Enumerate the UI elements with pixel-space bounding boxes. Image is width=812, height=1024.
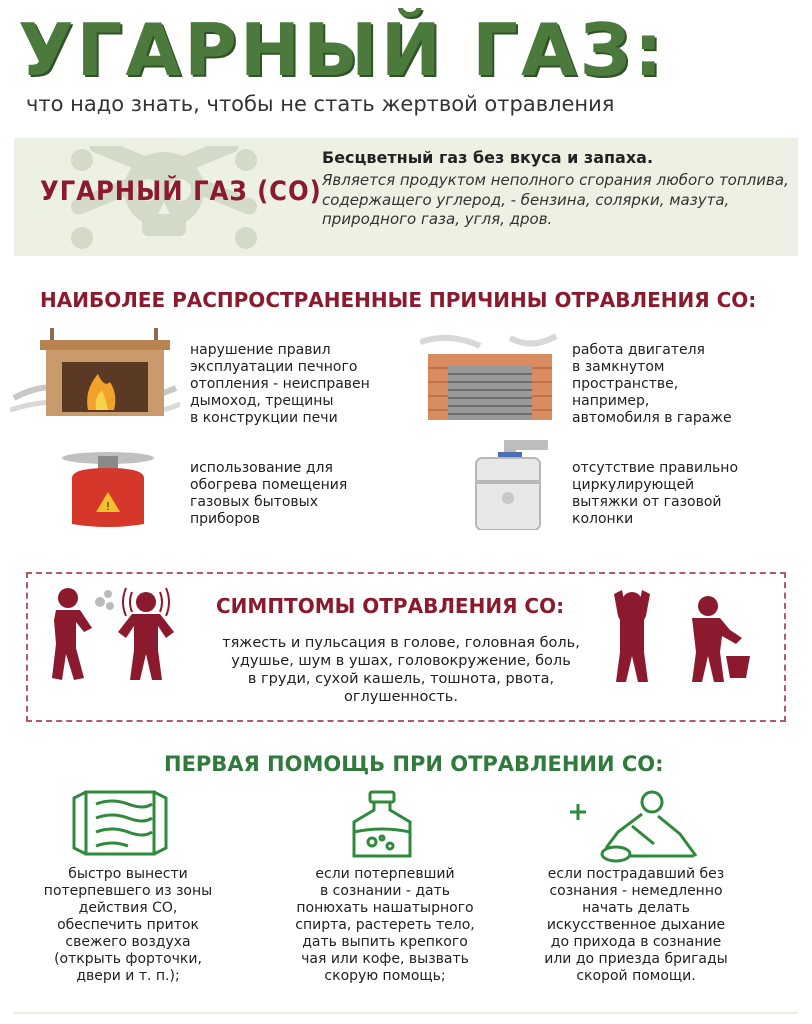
- cause-2-line: например,: [572, 393, 650, 410]
- symptoms-line: оглушенность.: [344, 689, 458, 706]
- co-name: УГАРНЫЙ ГАЗ (СО): [40, 176, 322, 207]
- first-aid-1-line: потерпевшего из зоны: [43, 883, 213, 900]
- cause-2-line: пространстве,: [572, 376, 679, 393]
- page-title: УГАРНЫЙ ГАЗ:: [18, 8, 666, 92]
- headache-vomiting-figures-icon: [604, 586, 754, 686]
- first-aid-1-line: (открыть форточки,: [54, 951, 202, 968]
- cause-2-line: работа двигателя: [572, 342, 705, 358]
- first-aid-2-line: чая или кофе, вызвать: [301, 951, 469, 968]
- cause-1-line: дымоход, трещины: [190, 393, 334, 410]
- first-aid-3-line: искусственное дыхание: [546, 917, 726, 934]
- garage-icon: [420, 332, 560, 424]
- first-aid-heading: ПЕРВАЯ ПОМОЩЬ ПРИ ОТРАВЛЕНИИ СО:: [164, 752, 664, 776]
- cause-2-line: автомобиля в гараже: [572, 410, 732, 427]
- symptoms-line: в груди, сухой кашель, тошнота, рвота,: [247, 671, 555, 688]
- water-heater-icon: [470, 440, 554, 530]
- cause-4: [572, 460, 738, 528]
- cause-4-line: колонки: [572, 511, 634, 528]
- first-aid-3-line: начать делать: [582, 900, 690, 917]
- causes-heading: НАИБОЛЕЕ РАСПРОСТРАНЕННЫЕ ПРИЧИНЫ ОТРАВЛЕНИЯ СО:: [40, 288, 757, 312]
- first-aid-2-line: дать выпить крепкого: [302, 934, 468, 951]
- cause-1-line: нарушение правил: [190, 342, 331, 358]
- co-lead: Бесцветный газ без вкуса и запаха.: [322, 148, 654, 167]
- cpr-icon: [562, 788, 708, 864]
- symptoms-line: удушье, шум в ушах, головокружение, боль: [231, 653, 571, 670]
- first-aid-3-line: или до приезда бригады: [544, 951, 728, 968]
- page-subtitle: что надо знать, чтобы не стать жертвой отравления: [26, 92, 615, 116]
- first-aid-3-line: сознания - немедленно: [549, 883, 723, 900]
- cause-4-line: вытяжки от газовой: [572, 494, 722, 511]
- co-body: Является продуктом неполного сгорания любого топлива, содержащего углерод, - бензина, солярки, мазута, природного газа, угля, дров.: [322, 171, 789, 228]
- first-aid-2-line: если потерпевший: [315, 866, 455, 882]
- bottom-divider: [14, 1012, 798, 1014]
- first-aid-1: [40, 866, 216, 986]
- first-aid-1-line: свежего воздуха: [65, 934, 191, 951]
- co-info-box: [14, 138, 798, 256]
- cause-1-line: эксплуатации печного: [190, 359, 358, 376]
- first-aid-1-line: двери и т. п.);: [76, 968, 180, 985]
- symptoms-text: [186, 634, 616, 707]
- first-aid-2-line: понюхать нашатырного: [296, 900, 474, 917]
- cause-3-line: приборов: [190, 511, 261, 528]
- first-aid-2: [280, 866, 490, 986]
- first-aid-3-line: скорой помощи.: [576, 968, 696, 985]
- symptoms-line: тяжесть и пульсация в голове, головная боль,: [222, 635, 580, 651]
- symptoms-heading: СИМПТОМЫ ОТРАВЛЕНИЯ СО:: [216, 594, 565, 618]
- first-aid-2-line: скорую помощь;: [324, 968, 446, 985]
- first-aid-1-line: действия СО,: [78, 900, 178, 917]
- first-aid-3-line: до прихода в сознание: [550, 934, 722, 951]
- cause-3: [190, 460, 347, 528]
- first-aid-2-line: в сознании - дать: [319, 883, 451, 900]
- first-aid-1-line: быстро вынести: [68, 866, 188, 882]
- first-aid-3: [536, 866, 736, 986]
- first-aid-3-line: если пострадавший без: [547, 866, 725, 882]
- cause-2-line: в замкнутом: [572, 359, 665, 376]
- first-aid-1-line: обеспечить приток: [57, 917, 199, 934]
- cause-4-line: отсутствие правильно: [572, 460, 739, 476]
- cause-1-line: в конструкции печи: [190, 410, 338, 427]
- gas-canister-icon: [58, 448, 158, 530]
- cause-1: [190, 342, 370, 427]
- window-icon: [72, 788, 168, 858]
- medicine-bottle-icon: [344, 790, 420, 860]
- co-description: [322, 148, 792, 230]
- cause-3-line: обогрева помещения: [190, 477, 348, 494]
- cause-4-line: циркулирующей: [572, 477, 695, 494]
- fireplace-icon: [10, 328, 180, 420]
- svg-text:!: !: [105, 500, 111, 513]
- cause-3-line: использование для: [190, 460, 333, 476]
- cause-3-line: газовых бытовых: [190, 494, 318, 511]
- cause-1-line: отопления - неисправен: [190, 376, 370, 393]
- first-aid-2-line: спирта, растереть тело,: [295, 917, 475, 934]
- cause-2: [572, 342, 732, 427]
- coughing-figures-icon: [40, 584, 190, 684]
